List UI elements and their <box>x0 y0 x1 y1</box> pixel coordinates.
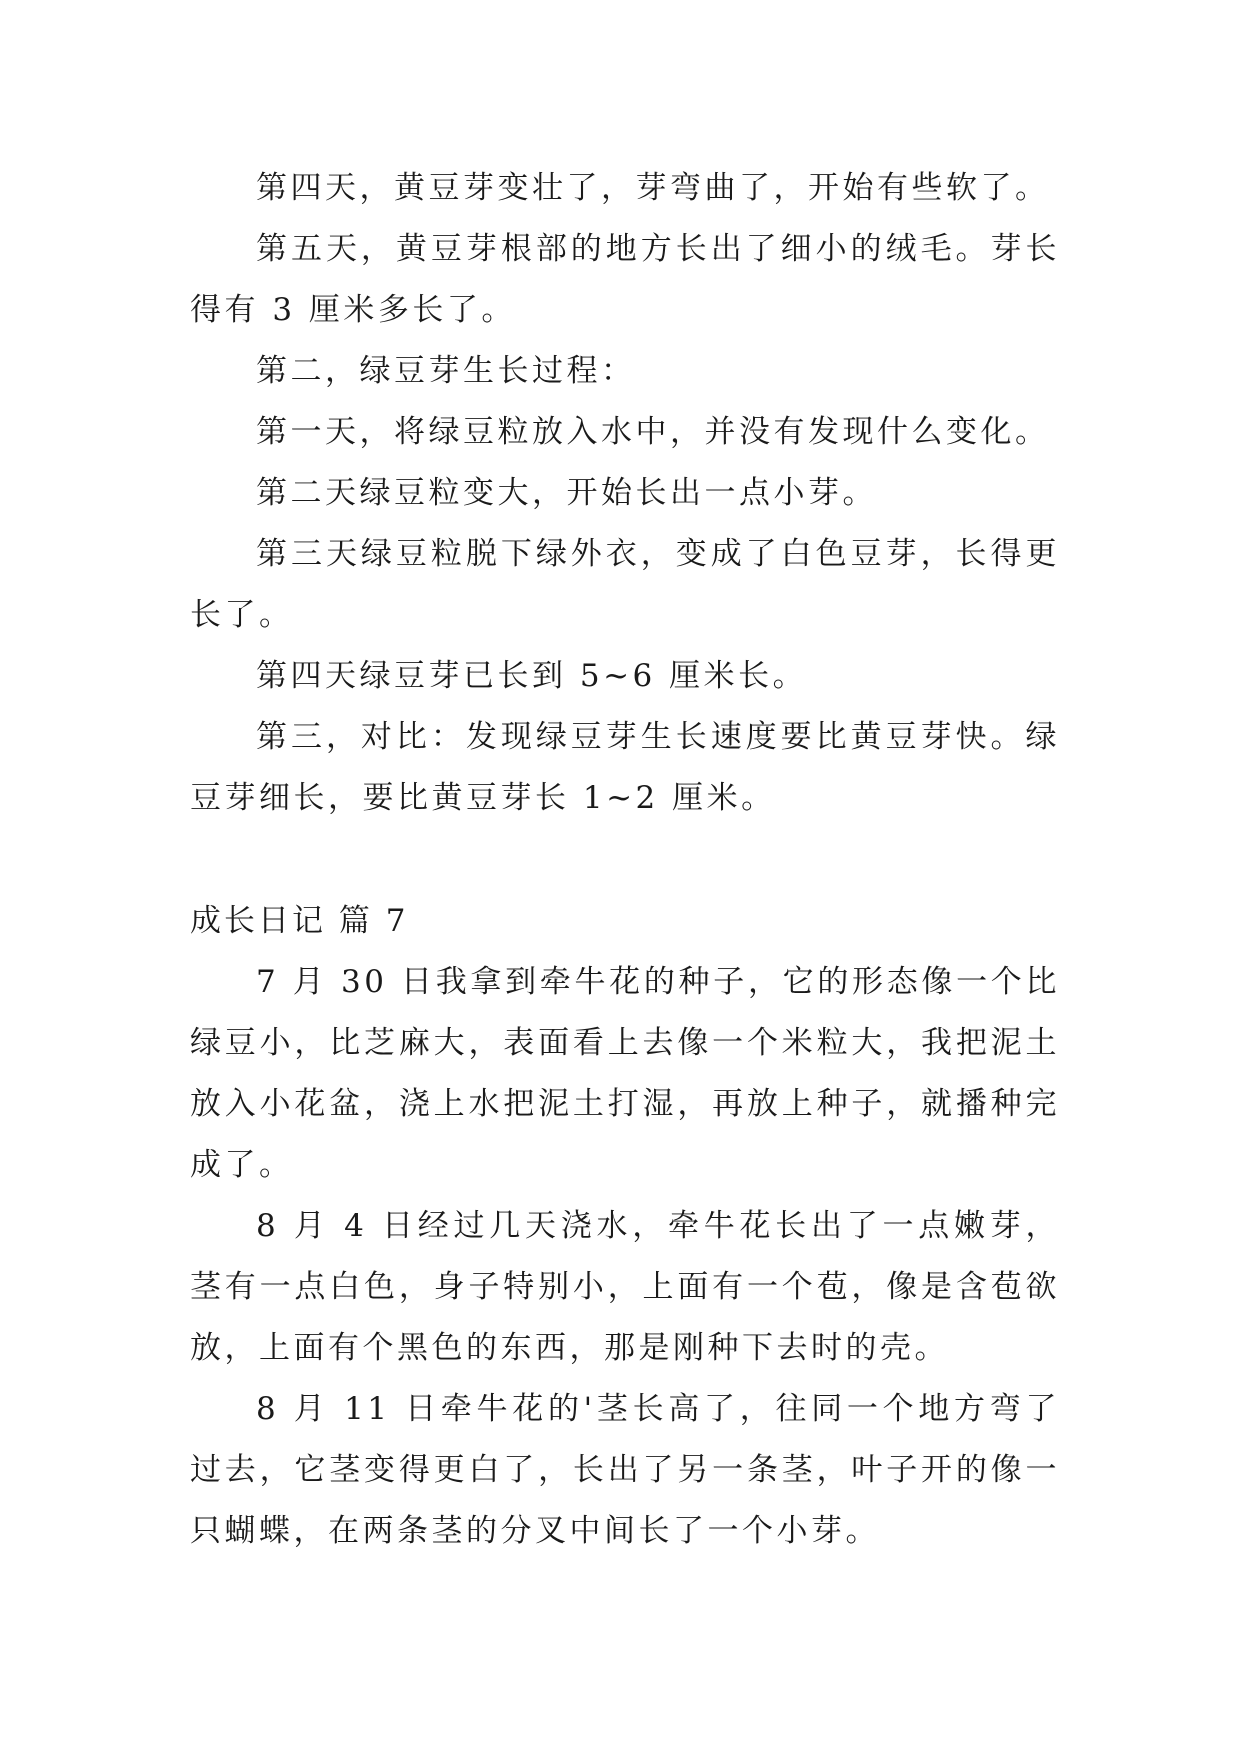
paragraph: 第三，对比：发现绿豆芽生长速度要比黄豆芽快。绿豆芽细长，要比黄豆芽长 1~2 厘米。 <box>190 719 1060 816</box>
section-heading: 成长日记 篇 7 <box>190 903 409 939</box>
section-gap <box>190 829 1060 891</box>
paragraph: 7 月 30 日我拿到牵牛花的种子，它的形态像一个比绿豆小，比芝麻大，表面看上去像一个米粒大，我把泥土放入小花盆，浇上水把泥土打湿，再放上种子，就播种完成了。 <box>190 964 1060 1183</box>
paragraph: 第四天，黄豆芽变壮了，芽弯曲了，开始有些软了。 <box>256 170 1050 206</box>
paragraph: 第二，绿豆芽生长过程： <box>256 353 636 389</box>
section-diary-7 <box>190 891 1060 1562</box>
paragraph: 第二天绿豆粒变大，开始长出一点小芽。 <box>256 475 877 511</box>
paragraph: 8 月 11 日牵牛花的'茎长高了，往同一个地方弯了过去，它茎变得更白了，长出了另一条茎，叶子开的像一只蝴蝶，在两条茎的分叉中间长了一个小芽。 <box>190 1391 1060 1549</box>
paragraph: 第三天绿豆粒脱下绿外衣，变成了白色豆芽，长得更长了。 <box>190 536 1060 633</box>
paragraph: 第五天，黄豆芽根部的地方长出了细小的绒毛。芽长得有 3 厘米多长了。 <box>190 231 1060 328</box>
paragraph: 第四天绿豆芽已长到 5~6 厘米长。 <box>256 658 808 694</box>
section-bean-sprouts <box>190 158 1060 829</box>
document-page <box>190 158 1060 1562</box>
paragraph: 8 月 4 日经过几天浇水，牵牛花长出了一点嫩芽，茎有一点白色，身子特别小，上面有一个苞，像是含苞欲放，上面有个黑色的东西，那是刚种下去时的壳。 <box>190 1208 1060 1366</box>
paragraph: 第一天，将绿豆粒放入水中，并没有发现什么变化。 <box>256 414 1050 450</box>
